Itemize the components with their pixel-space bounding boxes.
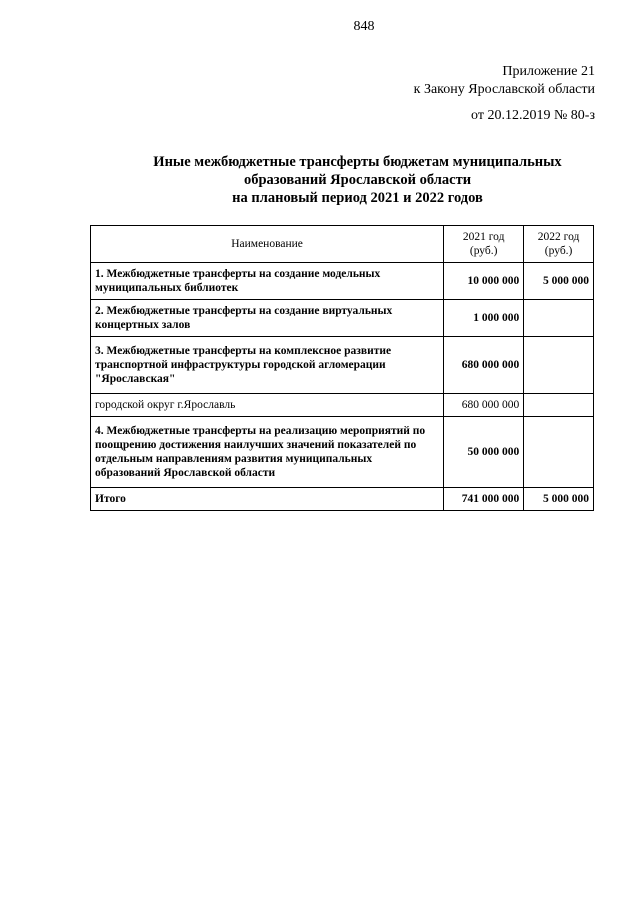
row-2021-value: 680 000 000 [444,337,524,394]
annex-date-line: от 20.12.2019 № 80-з [471,108,595,123]
row-2021-value: 50 000 000 [444,417,524,488]
header-2021 [444,226,524,263]
total-2022-value: 5 000 000 [524,488,594,511]
table-row [91,263,594,300]
transfers-table [90,225,594,511]
table-total-row [91,488,594,511]
title-line: образований Ярославской области [243,172,472,188]
header-2021-year: 2021 год [462,231,505,243]
row-name: 1. Межбюджетные трансферты на создание модельных муниципальных библиотек [91,263,444,300]
total-label: Итого [91,488,444,511]
row-name: 3. Межбюджетные трансферты на комплексное развитие транспортной инфраструктуры городской агломерации "Ярославская" [91,337,444,394]
document-title [90,153,625,207]
row-2022-value: 5 000 000 [524,263,594,300]
row-2021-value: 680 000 000 [444,394,524,417]
total-2021-value: 741 000 000 [444,488,524,511]
table-row [91,337,594,394]
row-2021-value: 1 000 000 [444,300,524,337]
row-2022-value [524,394,594,417]
table-header-row [91,226,594,263]
row-name: городской округ г.Ярославль [91,394,444,417]
row-name: 2. Межбюджетные трансферты на создание виртуальных концертных залов [91,300,444,337]
annex-line: Приложение 21 [502,64,595,79]
title-line: Иные межбюджетные трансферты бюджетам муниципальных [153,154,562,170]
header-2022-year: 2022 год [537,231,580,243]
table-row [91,394,594,417]
row-name: 4. Межбюджетные трансферты на реализацию мероприятий по поощрению достижения наилучших значений показателей по отдельным направлениям развития муниципальных образований Ярославской области [91,417,444,488]
table-row [91,300,594,337]
annex-law-line: к Закону Ярославской области [413,82,595,97]
row-2021-value: 10 000 000 [444,263,524,300]
row-2022-value [524,417,594,488]
header-2022-unit: (руб.) [544,245,573,257]
table-row [91,417,594,488]
header-name: Наименование [91,226,444,263]
row-2022-value [524,337,594,394]
title-line: на плановый период 2021 и 2022 годов [232,190,483,206]
header-2021-unit: (руб.) [469,245,498,257]
page-number: 848 [353,19,375,34]
annex-header [414,63,595,125]
header-2022 [524,226,594,263]
row-2022-value [524,300,594,337]
